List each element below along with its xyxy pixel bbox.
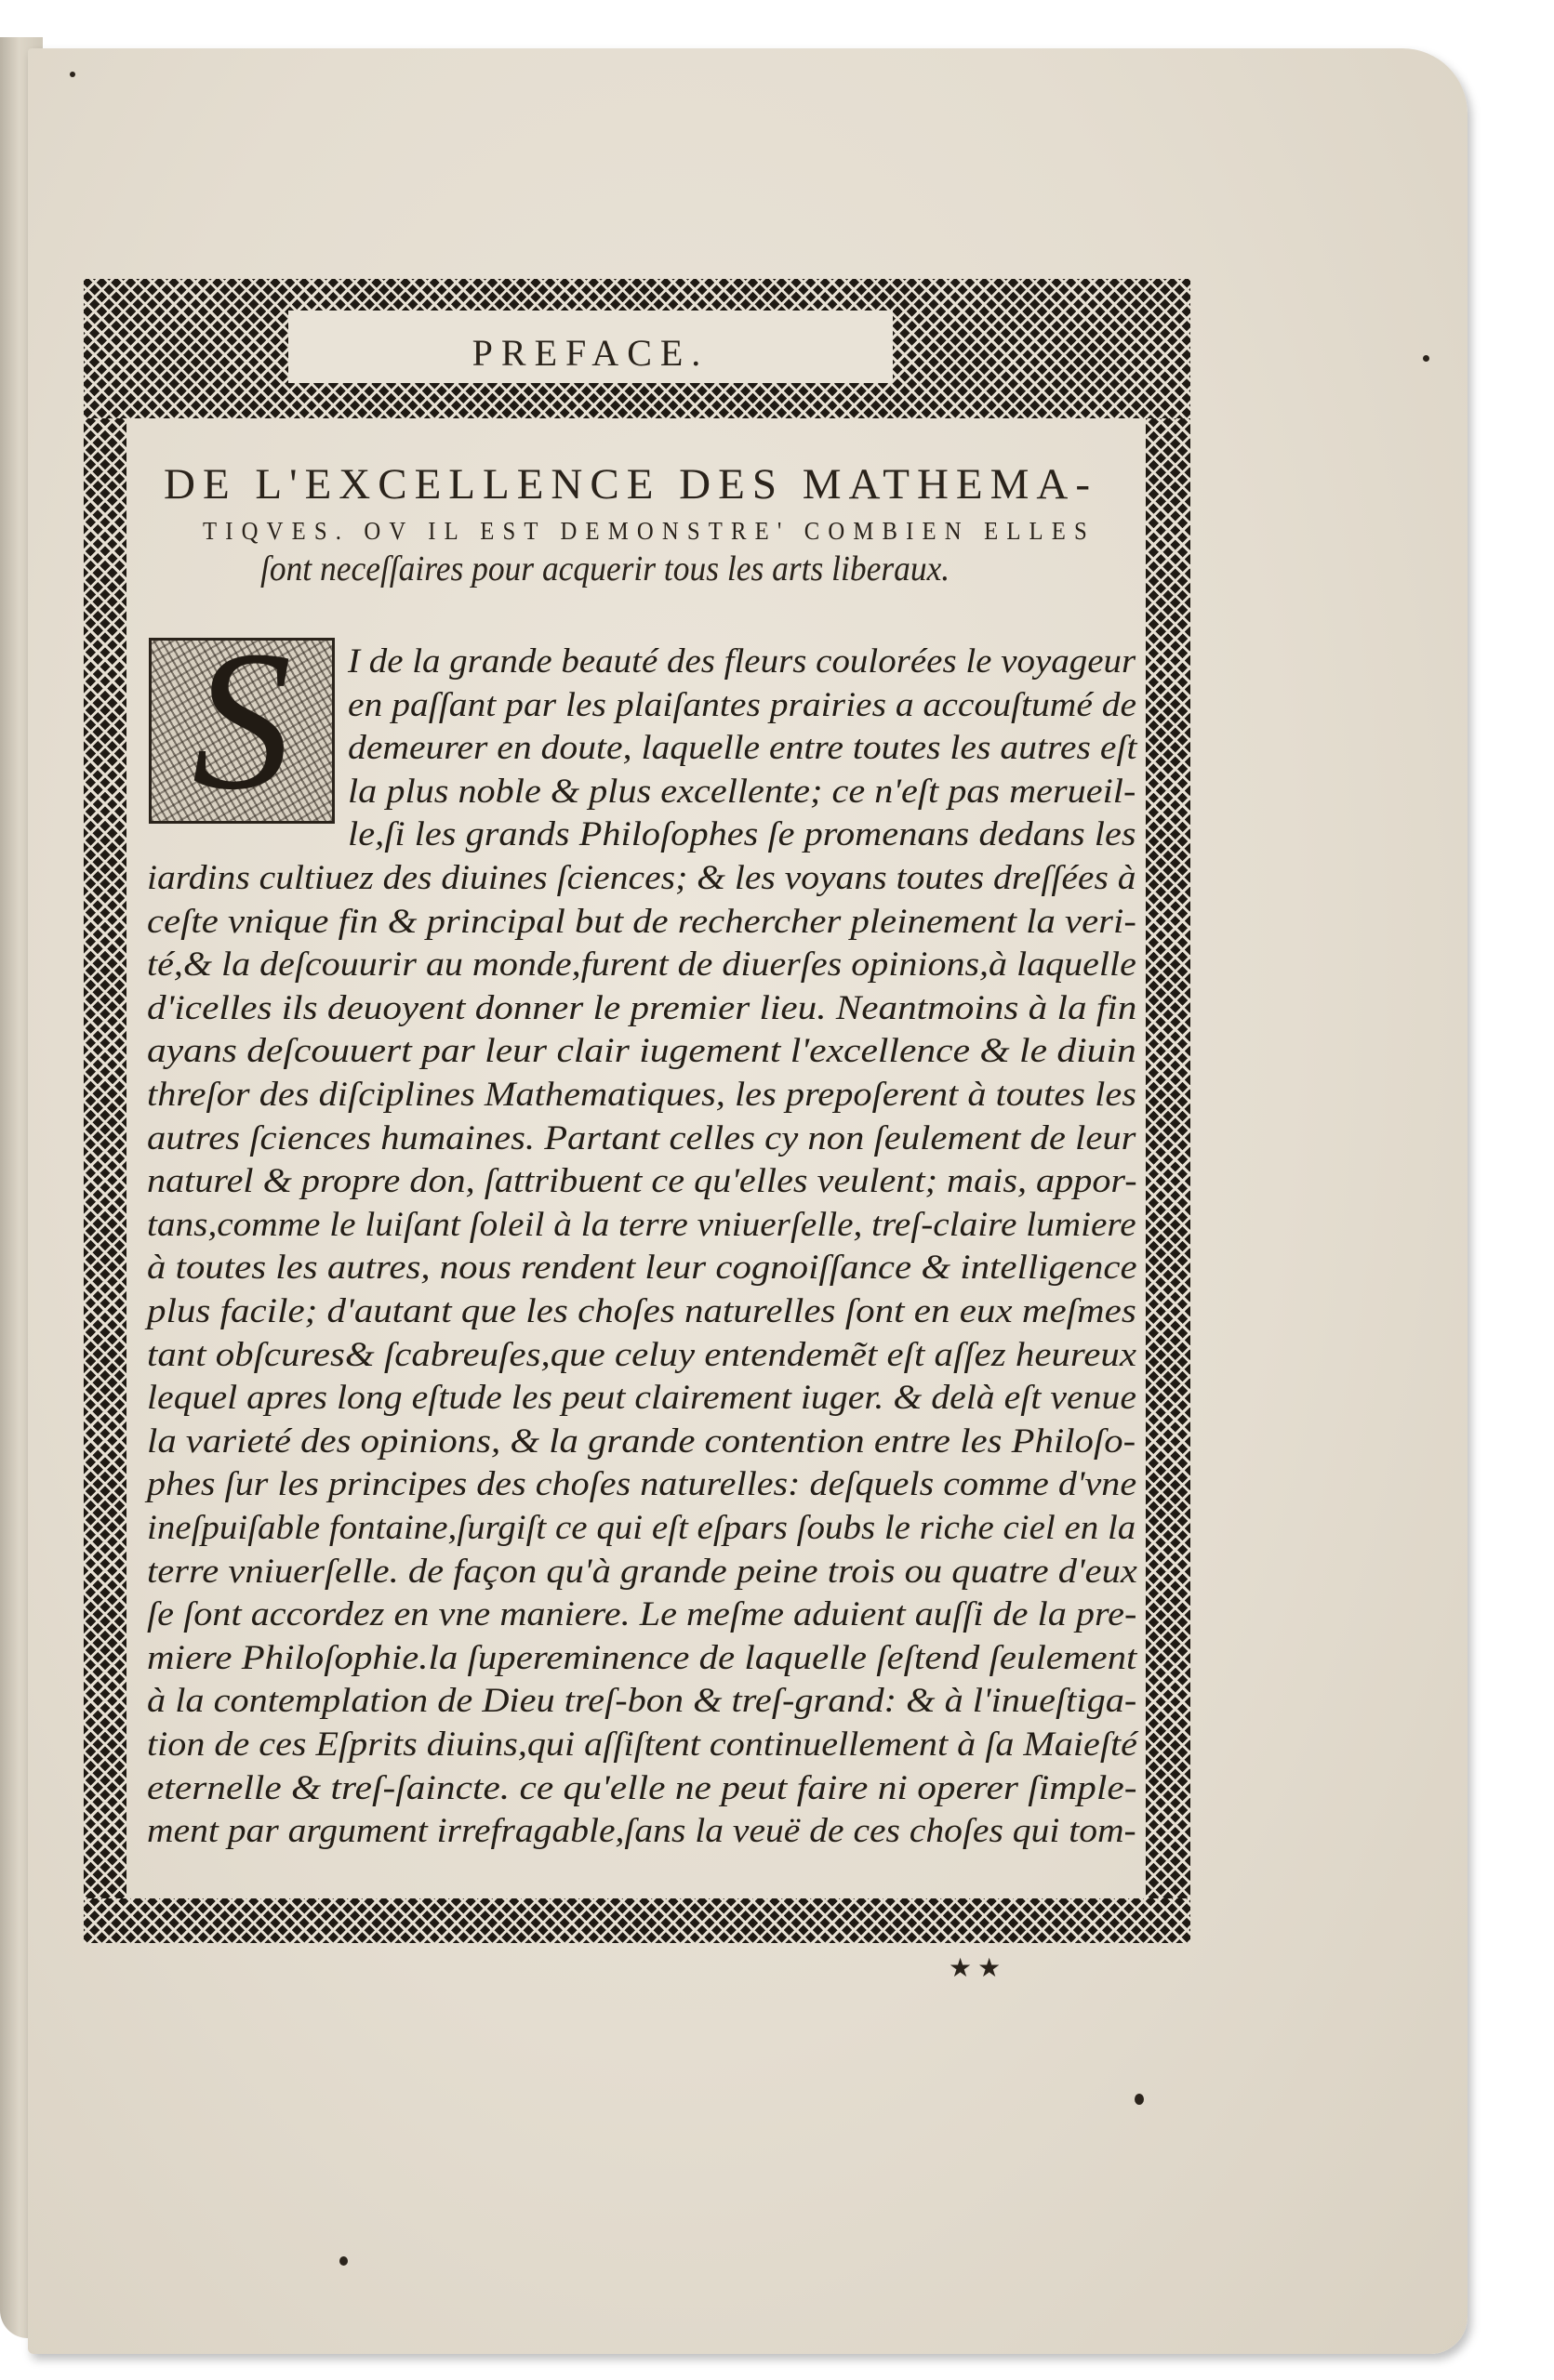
ink-speck [1135, 2094, 1144, 2105]
body-line: ceſte vnique fin & principal but de rechercher pleinement la veri- [147, 902, 1136, 941]
body-line: d'icelles ils deuoyent donner le premier lieu. Neantmoins à la fin [147, 988, 1137, 1027]
body-line: en paſſant par les plaiſantes prairies a accouſtumé de [348, 685, 1137, 724]
body-line: I de la grande beauté des fleurs coulorées le voyageur [348, 642, 1136, 681]
body-line: phes ſur les principes des choſes naturelles: deſquels comme d'vne [147, 1465, 1137, 1504]
body-line: la varieté des opinions, & la grande contention entre les Philoſo- [147, 1421, 1136, 1461]
body-line: ſe ſont accordez en vne maniere. Le meſme aduient auſſi de la pre- [147, 1595, 1137, 1634]
body-line: ayans deſcouuert par leur clair iugement l'excellence & le diuin [147, 1032, 1136, 1071]
body-line: ment par argument irrefragable,ſans la veuë de ces choſes qui tom- [147, 1812, 1136, 1851]
body-line: tion de ces Eſprits diuins,qui aſſiſtent continuellement à ſa Maieſté [147, 1726, 1137, 1764]
decorated-initial [149, 609, 335, 831]
initial-letter: S [192, 609, 292, 831]
body-line: naturel & propre don, ſattribuent ce qu'elles veulent; mais, appor- [147, 1162, 1137, 1201]
frame-right-border [1146, 418, 1190, 1898]
body-line: threſor des diſciplines Mathematiques, les prepoſerent à toutes les [147, 1076, 1136, 1114]
running-head: PREFACE. [472, 332, 710, 374]
body-line: lequel apres long eſtude les peut clairement iuger. & delà eſt venue [147, 1379, 1137, 1418]
chapter-title-line-3: ſont neceſſaires pour acquerir tous les arts liberaux. [260, 549, 950, 588]
body-line: autres ſciences humaines. Partant celles cy non ſeulement de leur [147, 1118, 1136, 1157]
body-line: iardins cultiuez des diuines ſciences; & les voyans toutes dreſſées à [147, 859, 1136, 897]
body-line: à la contemplation de Dieu treſ-bon & treſ-grand: & à l'inueſtiga- [147, 1682, 1137, 1721]
body-line: la plus noble & plus excellente; ce n'eſt pas merueil- [348, 772, 1136, 811]
body-line: demeurer en doute, laquelle entre toutes les autres eſt [348, 729, 1137, 768]
chapter-title-line-2: TIQVES. OV IL EST DEMONSTRE' COMBIEN ELLES [203, 517, 1096, 545]
body-line: miere Philoſophie.la ſupereminence de laquelle ſeſtend ſeulement [147, 1638, 1137, 1677]
ink-speck [70, 72, 75, 77]
signature-mark: ★★ [949, 1954, 1007, 1983]
body-line: ineſpuiſable fontaine,ſurgiſt ce qui eſt eſpars ſoubs le riche ciel en la [147, 1509, 1136, 1547]
body-line: terre vniuerſelle. de façon qu'à grande peine trois ou quatre d'eux [147, 1552, 1137, 1591]
body-line: eternelle & treſ-ſaincte. ce qu'elle ne peut faire ni operer ſimple- [147, 1768, 1137, 1807]
body-line: à toutes les autres, nous rendent leur cognoiſſance & intelligence [147, 1249, 1137, 1288]
body-line: té,& la deſcouurir au monde,furent de diuerſes opinions,à laquelle [147, 945, 1136, 985]
body-line: plus facile; d'autant que les choſes naturelles ſont en eux meſmes [147, 1292, 1136, 1330]
frame-left-border [84, 418, 126, 1898]
body-line: le,ſi les grands Philoſophes ſe promenans dedans les [348, 815, 1136, 854]
ink-speck [1423, 355, 1429, 362]
body-line: tant obſcures& ſcabreuſes,que celuy entendemẽt eſt aſſez heureux [147, 1335, 1136, 1374]
ink-speck [339, 2256, 348, 2266]
frame-bottom-border [84, 1898, 1190, 1943]
body-line: tans,comme le luiſant ſoleil à la terre vniuerſelle, treſ-claire lumiere [147, 1205, 1136, 1244]
chapter-title-line-1: DE L'EXCELLENCE DES MATHEMA- [164, 460, 1097, 509]
